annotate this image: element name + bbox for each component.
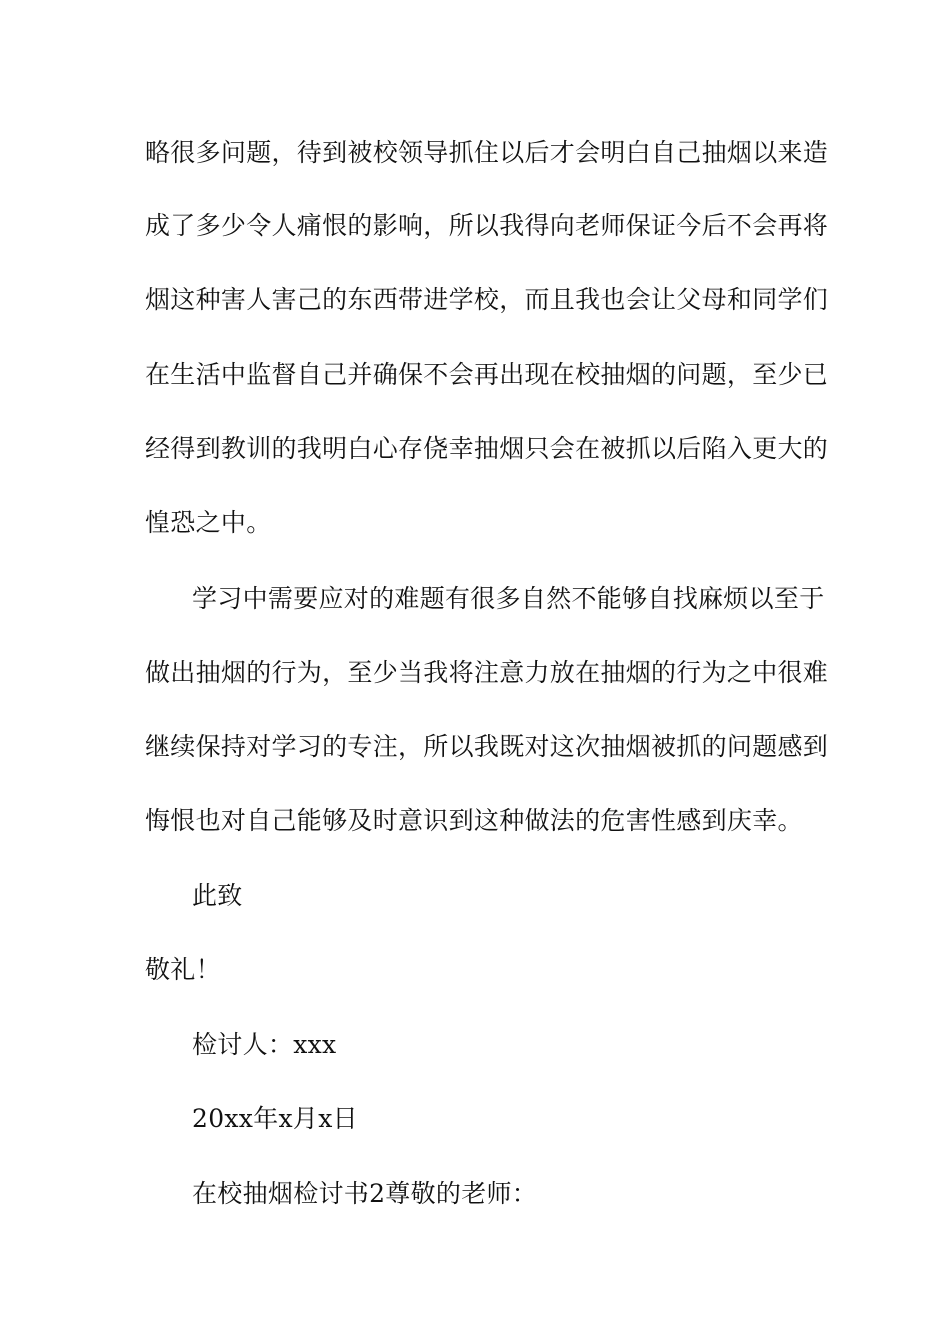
- paragraph-line: 略很多问题，待到被校领导抓住以后才会明白自己抽烟以来造: [145, 138, 829, 167]
- paragraph-line: 继续保持对学习的专注，所以我既对这次抽烟被抓的问题感到: [145, 732, 829, 761]
- paragraph-line: 悔恨也对自己能够及时意识到这种做法的危害性感到庆幸。: [145, 806, 803, 835]
- next-section-heading: 在校抽烟检讨书2尊敬的老师：: [192, 1179, 538, 1208]
- signature-date: 20xx年x月x日: [192, 1104, 358, 1133]
- closing-regards: 敬礼！: [145, 955, 221, 984]
- paragraph-line: 成了多少令人痛恨的影响，所以我得向老师保证今后不会再将: [145, 211, 829, 240]
- closing-salutation: 此致: [192, 881, 243, 910]
- signature-author: 检讨人：xxx: [192, 1030, 337, 1059]
- paragraph-line: 做出抽烟的行为，至少当我将注意力放在抽烟的行为之中很难: [145, 658, 829, 687]
- paragraph-line: 烟这种害人害己的东西带进学校，而且我也会让父母和同学们: [145, 285, 829, 314]
- paragraph-line: 惶恐之中。: [145, 508, 272, 537]
- paragraph-line: 学习中需要应对的难题有很多自然不能够自找麻烦以至于: [192, 584, 825, 613]
- paragraph-line: 经得到教训的我明白心存侥幸抽烟只会在被抓以后陷入更大的: [145, 434, 829, 463]
- paragraph-line: 在生活中监督自己并确保不会再出现在校抽烟的问题，至少已: [145, 360, 829, 389]
